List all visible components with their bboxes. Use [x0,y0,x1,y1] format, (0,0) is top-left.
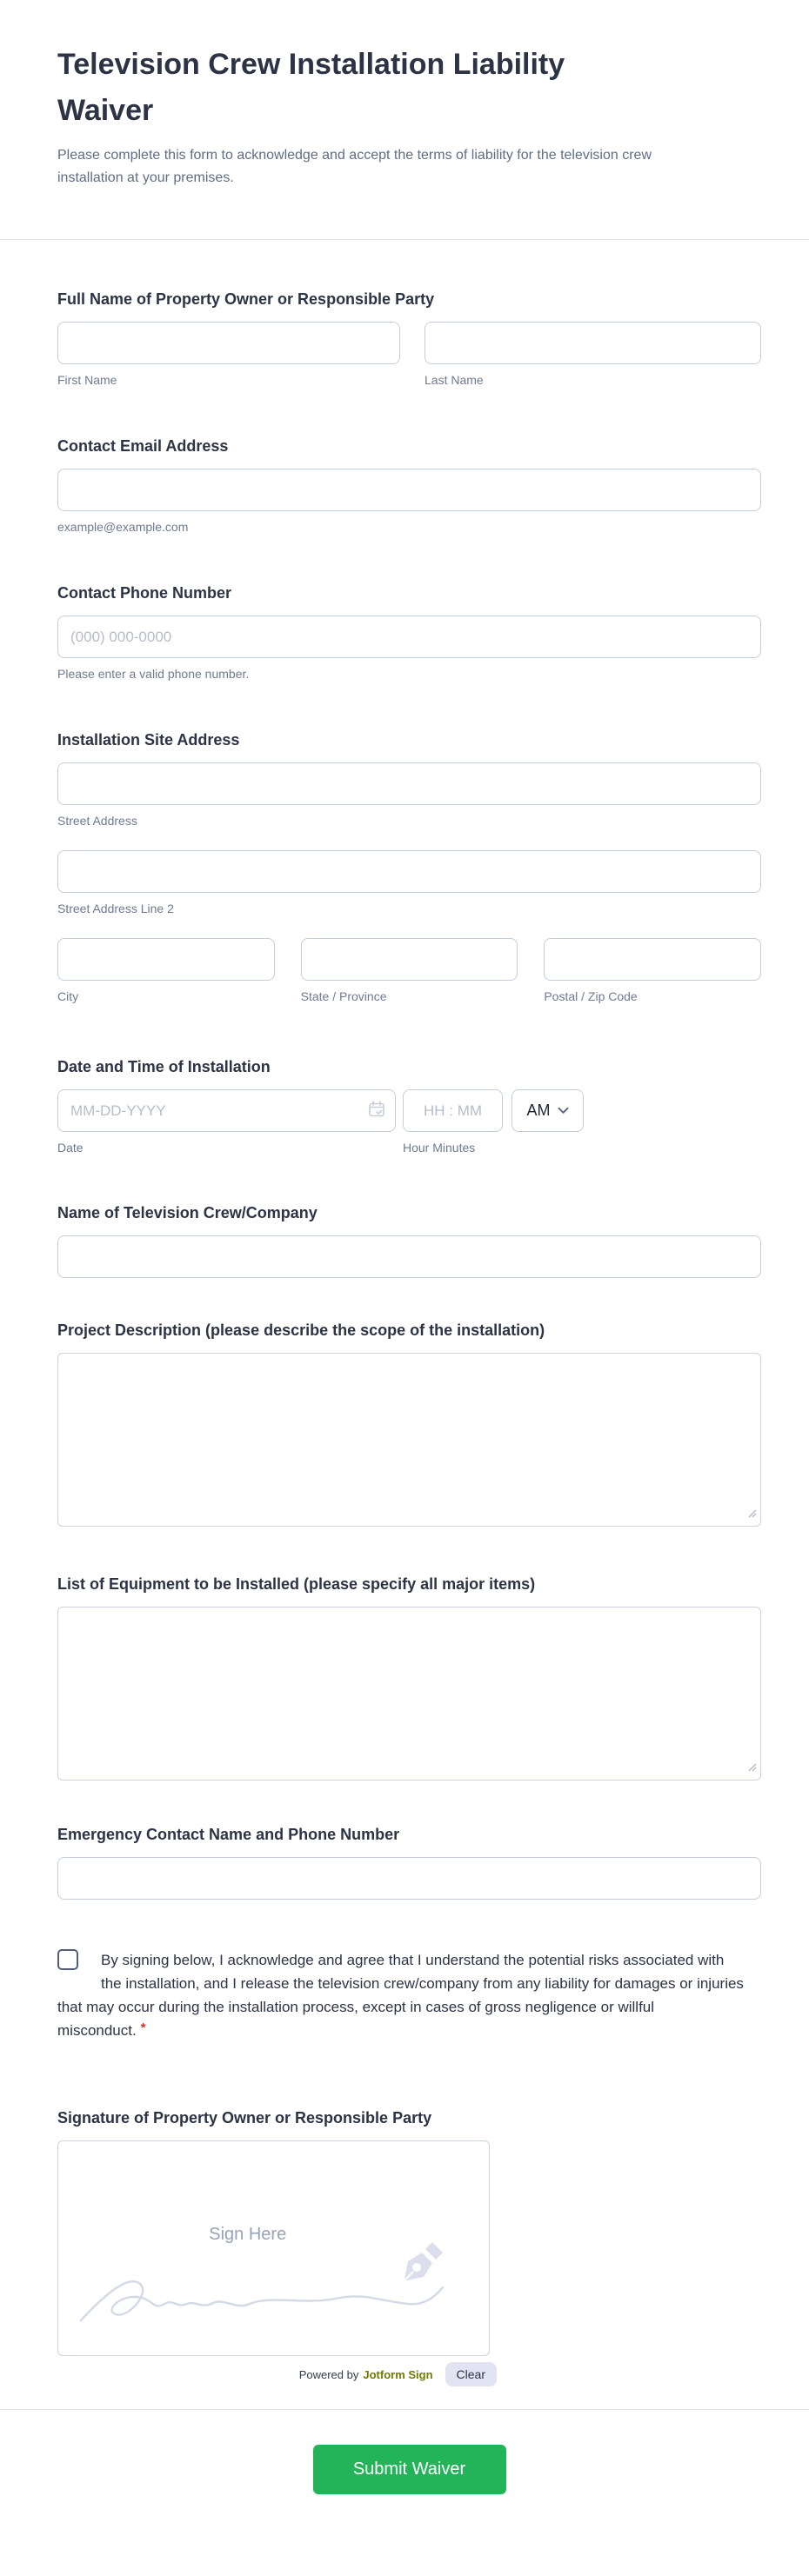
ampm-select[interactable] [511,1089,584,1132]
question-phone [57,582,761,682]
state-sublabel: State / Province [300,989,387,1003]
time-sublabel: Hour Minutes [403,1141,476,1155]
date-sublabel: Date [57,1141,84,1155]
jotform-sign-brand: Jotform Sign [363,2367,433,2381]
question-email [57,436,761,535]
page-subtitle: Please complete this form to acknowledge and accept the terms of liability for the television crew installation at your premises. [57,148,652,185]
first-name-sublabel: First Name [57,373,117,387]
submit-button[interactable]: Submit Waiver [313,2445,506,2494]
last-name-sublabel: Last Name [425,373,484,387]
state-input[interactable] [301,938,518,981]
question-crew-name [57,1202,761,1278]
agreement-text: By signing below, I acknowledge and agree that I understand the potential risks associated with the installation, and I release the television crew/company from any liability for damages or injuries that may occur during the installation process, except in cases of gross negligence or willful misconduct. [57,1952,744,2039]
signature-label: Signature of Property Owner or Responsible Party [57,2109,432,2127]
first-name-input[interactable] [57,322,400,364]
emergency-contact-label: Emergency Contact Name and Phone Number [57,1826,400,1843]
email-input[interactable] [57,469,761,511]
signature-pad[interactable] [57,2140,490,2356]
equipment-list-textarea[interactable] [57,1607,761,1781]
street-address-sublabel: Street Address [57,814,137,828]
required-asterisk: * [140,2020,146,2035]
crew-name-input[interactable] [57,1235,761,1278]
phone-sublabel: Please enter a valid phone number. [57,667,250,681]
phone-input[interactable] [57,616,761,658]
address-label: Installation Site Address [57,731,240,749]
email-label: Contact Email Address [57,437,229,455]
zip-sublabel: Postal / Zip Code [544,989,638,1003]
email-sublabel: example@example.com [57,520,189,534]
form-footer [0,2410,809,2538]
time-input[interactable] [403,1089,503,1132]
last-name-input[interactable] [425,322,761,364]
street-address2-sublabel: Street Address Line 2 [57,902,174,915]
question-address [57,729,761,1004]
crew-name-label: Name of Television Crew/Company [57,1204,318,1221]
pen-nib-icon [396,2239,446,2292]
clear-signature-button[interactable]: Clear [445,2362,497,2386]
emergency-contact-input[interactable] [57,1857,761,1900]
question-signature [57,2107,761,2409]
city-sublabel: City [57,989,79,1003]
zip-input[interactable] [544,938,761,981]
full-name-label: Full Name of Property Owner or Responsible Party [57,290,435,308]
equipment-list-label: List of Equipment to be Installed (please specify all major items) [57,1575,536,1593]
question-full-name [57,289,761,388]
street-address2-input[interactable] [57,850,761,893]
phone-label: Contact Phone Number [57,584,232,602]
street-address-input[interactable] [57,762,761,805]
ampm-value: AM [526,1102,551,1119]
agreement-checkbox[interactable] [57,1949,78,1970]
powered-by-text: Powered by [298,2367,359,2381]
chevron-down-icon [558,1103,569,1119]
question-equipment-list [57,1574,761,1781]
form-header [0,0,809,239]
project-description-textarea[interactable] [57,1353,761,1527]
question-emergency-contact [57,1824,761,1900]
page-title: Television Crew Installation Liability Waiver [57,48,565,127]
form-body [0,240,809,2409]
question-agreement [57,1948,761,2042]
calendar-icon[interactable] [368,1100,385,1122]
sign-here-text: Sign Here [209,2225,287,2244]
city-input[interactable] [57,938,275,981]
question-datetime [57,1056,761,1155]
question-project-description [57,1320,761,1527]
datetime-label: Date and Time of Installation [57,1058,271,1075]
date-input[interactable] [57,1089,396,1132]
signature-footer [57,2361,497,2387]
project-description-label: Project Description (please describe the scope of the installation) [57,1321,545,1339]
